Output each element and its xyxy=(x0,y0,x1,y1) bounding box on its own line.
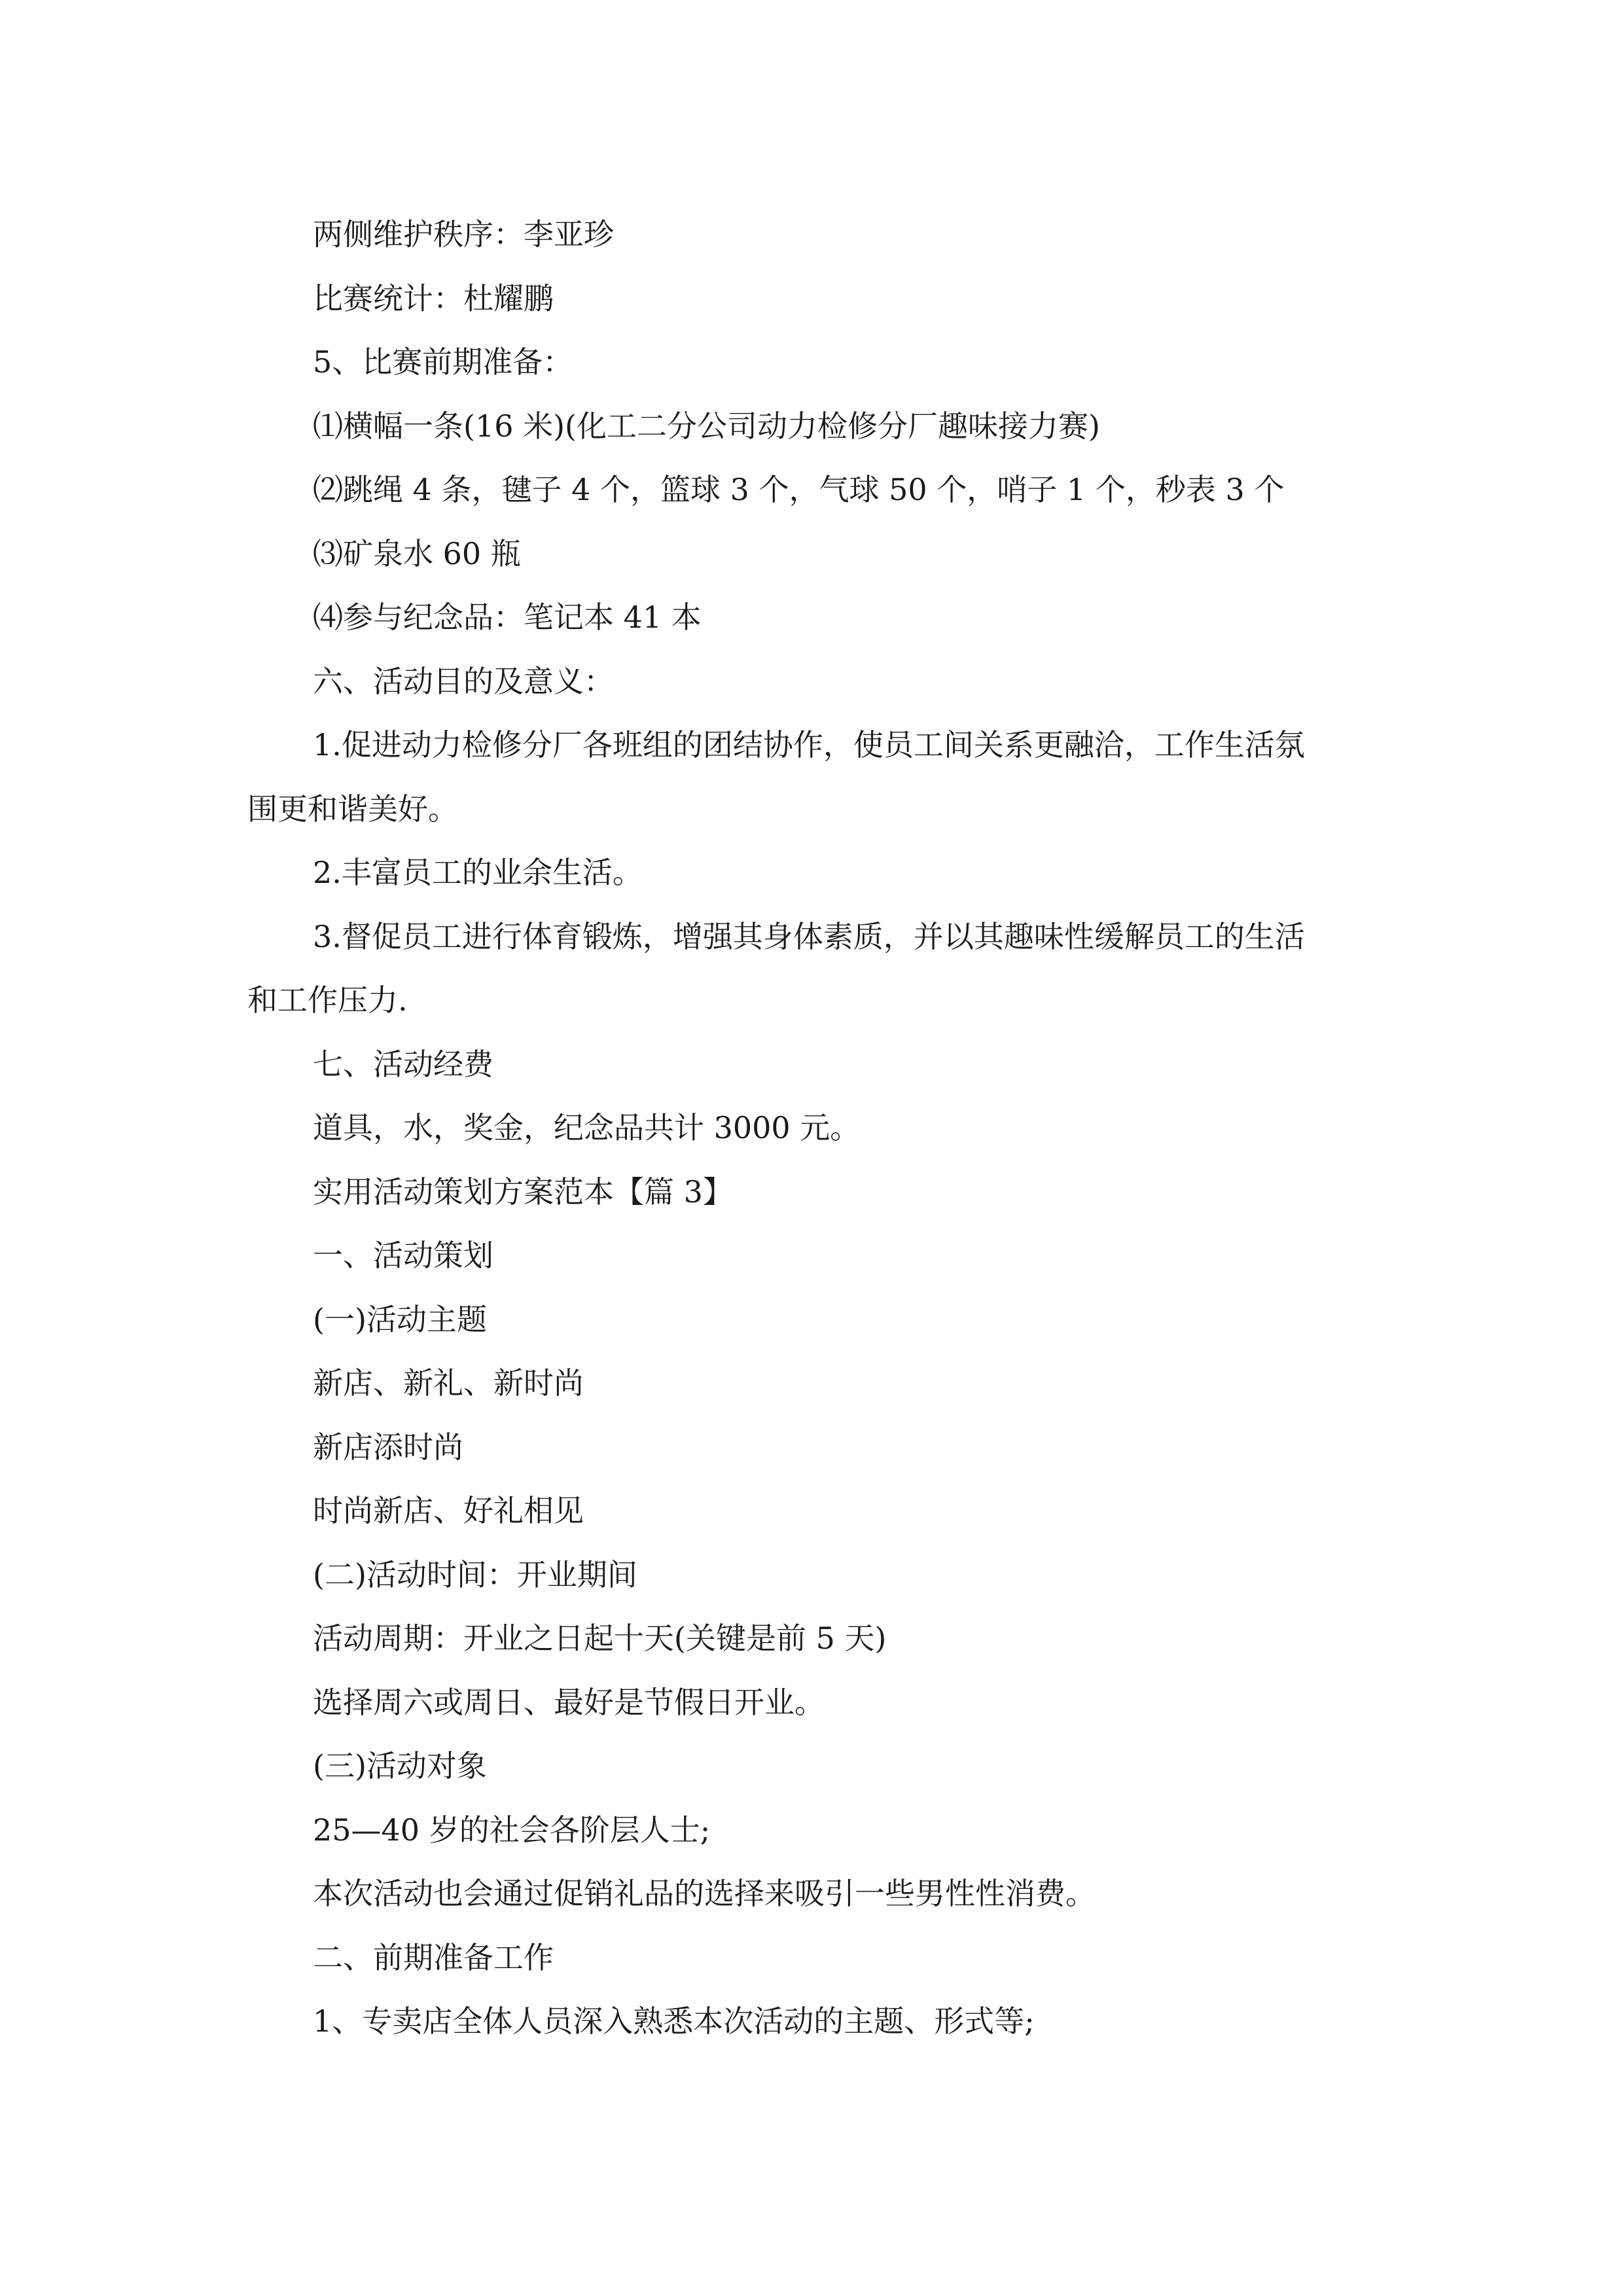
paragraph-line: 1.促进动力检修分厂各班组的团结协作，使员工间关系更融洽，工作生活氛 xyxy=(313,727,1305,762)
subsection-heading: (一)活动主题 xyxy=(313,1301,487,1337)
document-title: 实用活动策划方案范本【篇 3】 xyxy=(313,1174,733,1210)
list-item: ⑴横幅一条(16 米)(化工二分公司动力检修分厂趣味接力赛) xyxy=(313,408,1100,444)
list-item: ⑵跳绳 4 条，毽子 4 个，篮球 3 个，气球 50 个，哨子 1 个，秒表 3 个 xyxy=(313,472,1285,507)
text-line: 道具，水，奖金，纪念品共计 3000 元。 xyxy=(313,1110,861,1145)
text-line: 1、专卖店全体人员深入熟悉本次活动的主题、形式等; xyxy=(313,2003,1035,2039)
subsection-heading: (二)活动时间：开业期间 xyxy=(313,1556,637,1592)
section-heading: 5、比赛前期准备： xyxy=(313,344,573,380)
section-heading: 一、活动策划 xyxy=(313,1238,493,1273)
text-line: 25—40 岁的社会各阶层人士; xyxy=(313,1812,711,1848)
paragraph-line: 围更和谐美好。 xyxy=(247,791,458,827)
paragraph-line: 3.督促员工进行体育锻炼，增强其身体素质，并以其趣味性缓解员工的生活 xyxy=(313,918,1305,954)
text-line: 时尚新店、好礼相见 xyxy=(313,1493,584,1528)
text-line: 比赛统计：杜耀鹏 xyxy=(313,280,554,316)
paragraph-line: 2.丰富员工的业余生活。 xyxy=(313,855,643,890)
paragraph-line: 和工作压力. xyxy=(247,982,408,1018)
section-heading: 七、活动经费 xyxy=(313,1046,493,1082)
text-line: 新店添时尚 xyxy=(313,1429,463,1465)
subsection-heading: (三)活动对象 xyxy=(313,1748,487,1784)
section-heading: 二、前期准备工作 xyxy=(313,1939,554,1975)
list-item: ⑷参与纪念品：笔记本 41 本 xyxy=(313,600,702,635)
text-line: 新店、新礼、新时尚 xyxy=(313,1365,584,1401)
document-body xyxy=(247,203,1380,2054)
section-heading: 六、活动目的及意义： xyxy=(313,663,614,699)
text-line: 活动周期：开业之日起十天(关键是前 5 天) xyxy=(313,1621,887,1656)
text-line: 两侧维护秩序：李亚珍 xyxy=(313,217,614,252)
text-line: 本次活动也会通过促销礼品的选择来吸引一些男性性消费。 xyxy=(313,1876,1096,1911)
text-line: 选择周六或周日、最好是节假日开业。 xyxy=(313,1684,825,1720)
list-item: ⑶矿泉水 60 瓶 xyxy=(313,535,521,571)
